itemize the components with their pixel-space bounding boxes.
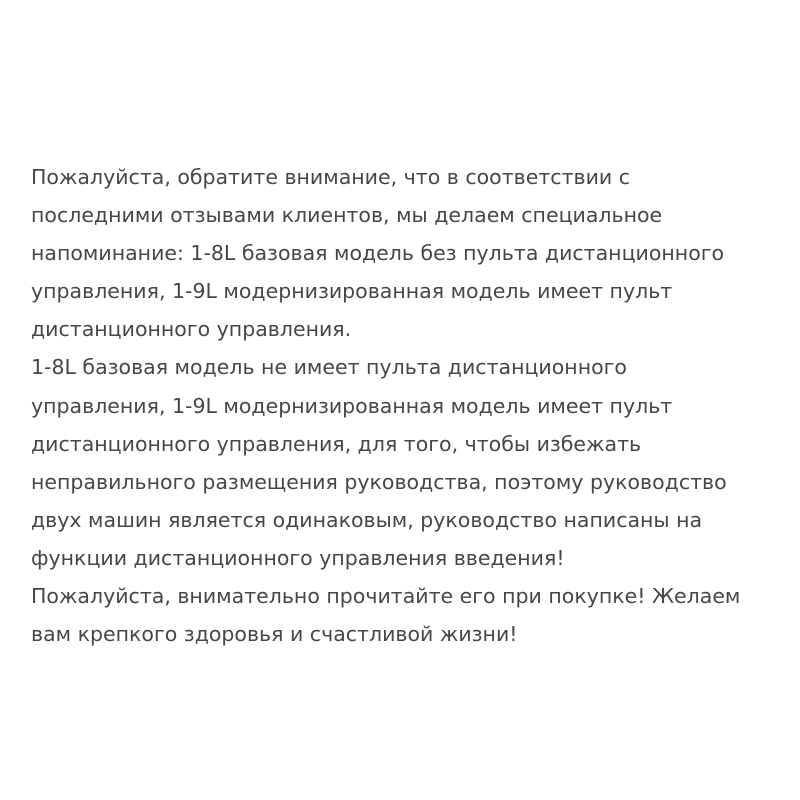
notice-line: Пожалуйста, обратите внимание, что в соответствии с bbox=[31, 165, 631, 189]
notice-line: напоминание: 1-8L базовая модель без пульта дистанционного bbox=[31, 241, 725, 266]
notice-line: управления, 1-9L модернизированная модель имеет пульт bbox=[31, 393, 673, 418]
notice-line: вам крепкого здоровья и счастливой жизни! bbox=[31, 622, 518, 647]
notice-text-block bbox=[31, 158, 791, 653]
notice-line: двух машин является одинаковым, руководство написаны на bbox=[31, 507, 703, 532]
notice-line: 1-8L базовая модель не имеет пульта дистанционного bbox=[31, 355, 627, 380]
notice-line: неправильного размещения руководства, поэтому руководство bbox=[31, 469, 727, 494]
notice-line: управления, 1-9L модернизированная модель имеет пульт bbox=[31, 279, 673, 304]
notice-line: Пожалуйста, внимательно прочитайте его при покупке! Желаем bbox=[31, 584, 741, 609]
notice-line: последними отзывами клиентов, мы делаем специальное bbox=[31, 203, 663, 228]
notice-line: дистанционного управления, для того, чтобы избежать bbox=[31, 431, 642, 456]
notice-line: дистанционного управления. bbox=[31, 317, 352, 342]
notice-line: функции дистанционного управления введения! bbox=[31, 545, 565, 570]
